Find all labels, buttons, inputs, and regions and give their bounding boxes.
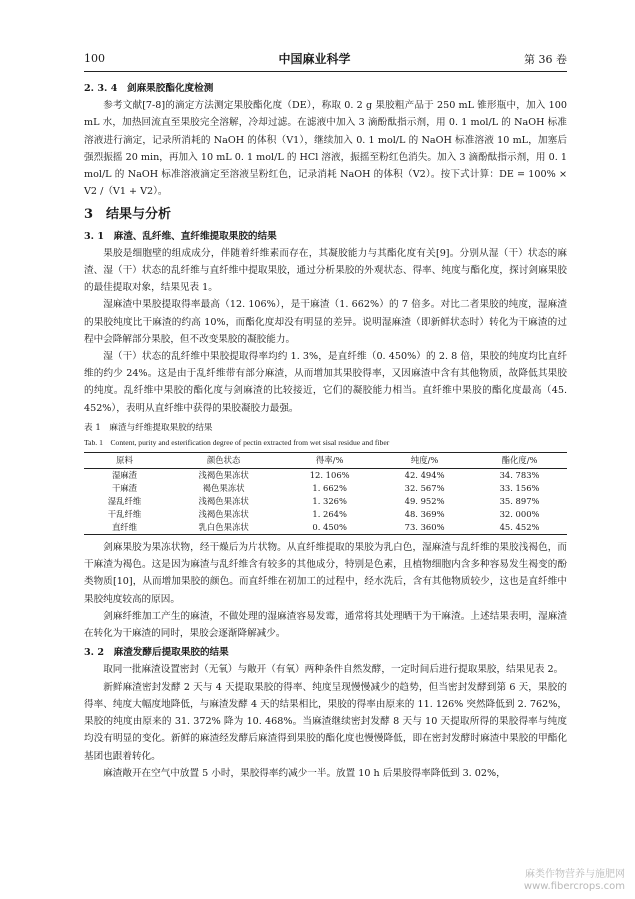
table-cell: 浅褐色果冻状 <box>198 496 249 507</box>
table-cell: 褐色果冻状 <box>202 483 245 494</box>
section-3-1-paragraph-4: 剑麻果胶为果冻状物，经干燥后为片状物。从直纤维提取的果胶为乳白色，湿麻渣与乱纤维的果胶浅褐色，而干麻渣为褐色。这是因为麻渣与乱纤维含有较多的其他成分，特别是色素，且植物细胞内含多种容易发生褐变的酚类物质[10]，从而增加果胶的颜色。而直纤维在初加工的过程中，经水洗后，含有其他物质较少，这也是直纤维中果胶纯度较高的原因。 <box>84 542 567 605</box>
table-cell: 湿麻渣 <box>111 470 138 481</box>
table-cell: 34. 783% <box>499 470 540 481</box>
table-1-caption-cn: 表 1 麻渣与纤维提取果胶的结果 <box>84 422 213 433</box>
table-row <box>84 469 567 483</box>
table-1-caption-en: Tab. 1 Content, purity and esterification degree of pectin extracted from wet sisal residue and fiber <box>84 438 390 448</box>
section-2-3-4-heading: 2. 3. 4 剑麻果胶酯化度检测 <box>84 83 214 94</box>
table-cell: 35. 897% <box>499 496 540 507</box>
section-3-1-paragraph-1: 果胶是细胞壁的组成成分，伴随着纤维素而存在，其凝胶能力与其酯化度有关[9]。分别从湿（干）状态的麻渣、湿（干）状态的乱纤维与直纤维中提取果胶，通过分析果胶的外观状态、得率、纯度与酯化度，探讨剑麻果胶的最佳提取对象，结果见表 1。 <box>84 247 567 294</box>
volume-label: 第 36 卷 <box>523 52 567 66</box>
section-2-3-4-paragraph: 参考文献[7-8]的滴定方法测定果胶酯化度（DE），称取 0. 2 g 果胶粗产品于 250 mL 锥形瓶中，加入 100 mL 水，加热回流直至果胶完全溶解，冷却过滤。在滤液中加入 3 滴酚酞指示剂，用 0. 1 mol/L 的 NaOH 标准溶液进行滴定，记录所消耗的 NaOH 的体积（V1），继续加入 0. 1 mol/L 的 NaOH 标准溶液 10 mL，加塞后强烈振摇 20 min，再加入 10 mL 0. 1 mol/L 的 HCl 溶液，振摇至粉红色消失。加入 3 滴酚酞指示剂，用 0. 1 mol/L 的 NaOH 标准溶液滴定至溶液呈粉红色，记录消耗 NaOH 的体积（V2）。按下式计算：DE = 100% × V2 /（V1 + V2）。 <box>84 100 567 198</box>
section-3-2-paragraph-3: 麻渣敞开在空气中放置 5 小时，果胶得率约减少一半。放置 10 h 后果胶得率降低到 3. 02%， <box>103 767 506 779</box>
running-header <box>84 50 567 72</box>
section-3-1-heading: 3. 1 麻渣、乱纤维、直纤维提取果胶的结果 <box>84 230 277 242</box>
table-cell: 42. 494% <box>404 470 445 481</box>
table-cell: 32. 567% <box>404 483 445 494</box>
table-header-cell: 纯度/% <box>377 453 472 469</box>
page-number: 100 <box>84 52 105 65</box>
table-cell: 1. 662% <box>312 483 347 494</box>
section-3-1-paragraph-2: 湿麻渣中果胶提取得率最高（12. 106%），是干麻渣（1. 662%）的 7 倍多。对比二者果胶的纯度，湿麻渣的果胶纯度比干麻渣的约高 10%，而酯化度却没有明显的差异。说明湿麻渣（即新鲜状态时）转化为干麻渣的过程中会降解部分果胶，但不改变果胶的凝胶能力。 <box>84 299 567 345</box>
table-header-cell: 得率/% <box>282 453 377 469</box>
section-3-2-heading: 3. 2 麻渣发酵后提取果胶的结果 <box>84 647 229 659</box>
table-cell: 干乱纤维 <box>107 509 142 520</box>
watermark-line-1: 麻类作物营养与施肥网 <box>525 869 625 880</box>
table-cell: 浅褐色果冻状 <box>198 509 249 520</box>
table-cell: 1. 264% <box>312 509 347 520</box>
table-cell: 0. 450% <box>282 521 377 535</box>
table-cell: 乳白色果冻状 <box>165 521 282 535</box>
table-cell: 33. 156% <box>499 483 540 494</box>
table-cell: 直纤维 <box>84 521 165 535</box>
table-cell: 湿乱纤维 <box>107 496 142 507</box>
table-header-cell: 原料 <box>84 453 165 469</box>
table-cell: 73. 360% <box>377 521 472 535</box>
table-1 <box>84 452 567 535</box>
body-content <box>84 78 567 782</box>
table-header-row <box>84 453 567 469</box>
table-row <box>84 495 567 508</box>
table-cell: 1. 326% <box>312 496 347 507</box>
section-3-1-paragraph-5: 剑麻纤维加工产生的麻渣，不做处理的湿麻渣容易发霉，通常将其处理晒干为干麻渣。上述结果表明，湿麻渣在转化为干麻渣的同时，果胶会逐渐降解减少。 <box>84 610 567 640</box>
table-cell: 浅褐色果冻状 <box>198 470 249 481</box>
section-3-1-paragraph-3: 湿（干）状态的乱纤维中果胶提取得率均约 1. 3%，是直纤维（0. 450%）的 2. 8 倍，果胶的纯度均比直纤维的约少 24%。这是由于乱纤维带有部分麻渣，从而增加其果胶得率，又因麻渣中含有其他物质，故降低其果胶的纯度。乱纤维中果胶的酯化度与剑麻渣的比较接近，它们的凝胶能力相当。直纤维中果胶的酯化度最高（45. 452%），表明从直纤维中获得的果胶凝胶力最强。 <box>84 351 567 414</box>
journal-name: 中国麻业科学 <box>278 52 351 66</box>
watermark-line-2: www.fibercrops.com <box>523 881 625 892</box>
table-cell: 12. 106% <box>309 470 350 481</box>
table-header-cell: 酯化度/% <box>472 453 567 469</box>
watermark <box>524 869 625 893</box>
table-row <box>84 521 567 535</box>
table-cell: 48. 369% <box>404 509 445 520</box>
table-cell: 32. 000% <box>499 509 540 520</box>
table-cell: 干麻渣 <box>111 483 138 494</box>
table-header-cell: 颜色状态 <box>165 453 282 469</box>
table-row <box>84 508 567 521</box>
section-3-heading: 3 结果与分析 <box>84 207 172 223</box>
section-3-2-paragraph-1: 取同一批麻渣设置密封（无氧）与敞开（有氧）两种条件自然发酵，一定时间后进行提取果胶，结果见表 2。 <box>103 664 564 676</box>
table-cell: 45. 452% <box>472 521 567 535</box>
section-3-2-paragraph-2: 新鲜麻渣密封发酵 2 天与 4 天提取果胶的得率、纯度呈现慢慢减少的趋势，但当密封发酵到第 6 天，果胶的得率、纯度大幅度地降低，与麻渣发酵 4 天的结果相比，果胶的得率由原来的 11. 126% 突然降低到 2. 762%，果胶的纯度由原来的 31. 372% 降为 10. 468%。当麻渣继续密封发酵 8 天与 10 天提取所得的果胶得率与纯度均没有明显的变化。新鲜的麻渣经发酵后麻渣得到果胶的酯化度也慢慢降低，即在密封发酵时麻渣中果胶的甲酯化基团也跟着转化。 <box>84 681 567 762</box>
table-cell: 49. 952% <box>404 496 445 507</box>
table-row <box>84 482 567 495</box>
